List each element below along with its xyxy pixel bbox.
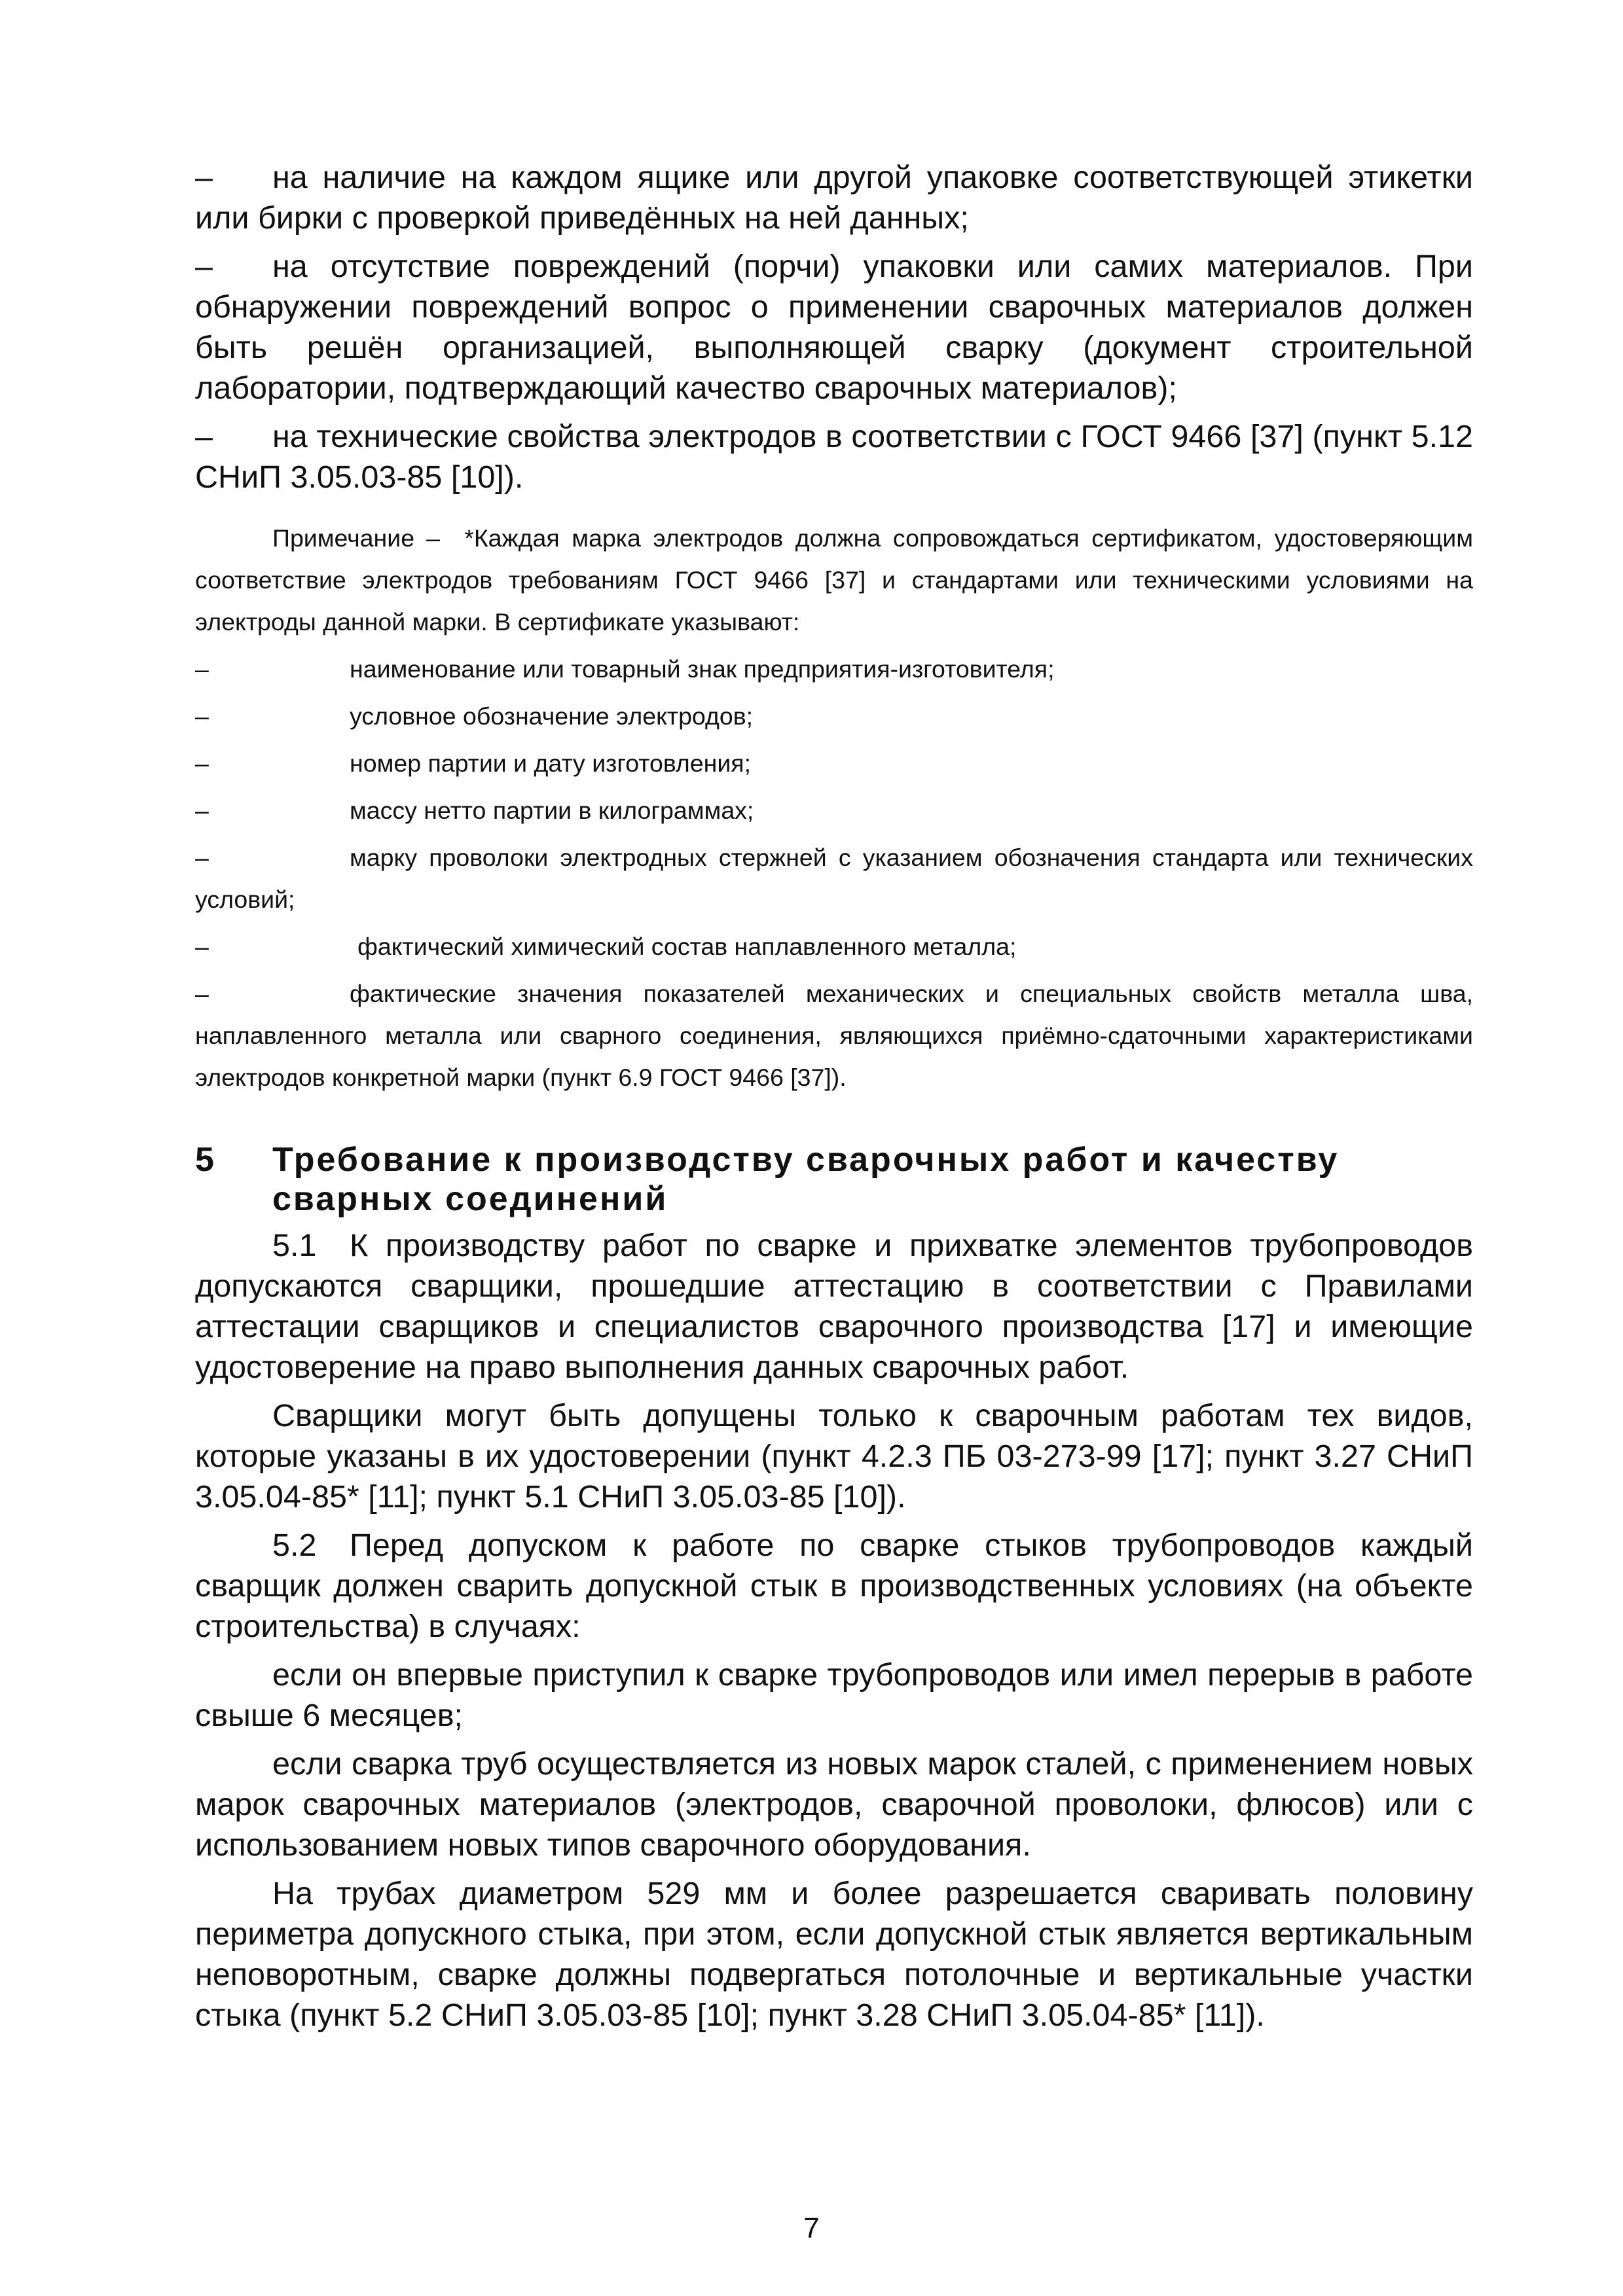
paragraph-5-2 xyxy=(195,1525,1473,1647)
note-item-text: фактические значения показателей механических и специальных свойств металла шва, наплавленного металла или сварного соединения, являющихся приёмно-сдаточными характеристиками электродов конкретной марки (пункт 6.9 ГОСТ 9466 [37]). xyxy=(195,980,1473,1091)
note-list-item xyxy=(195,648,1473,690)
document-page xyxy=(195,157,1473,2043)
list-item xyxy=(195,416,1473,497)
note-list-item xyxy=(195,925,1473,967)
dash-marker: – xyxy=(195,655,209,683)
note-item-text: номер партии и дату изготовления; xyxy=(350,749,752,777)
list-item-text: на отсутствие повреждений (порчи) упаковки или самих материалов. При обнаружении повреждений вопрос о применении сварочных материалов должен быть решён организацией, выполняющей сварку (документ строительной лаборатории, подтверждающий качество сварочных материалов); xyxy=(195,249,1473,406)
list-item xyxy=(195,157,1473,238)
note-list-item xyxy=(195,973,1473,1098)
paragraph-text: Перед допуском к работе по сварке стыков трубопроводов каждый сварщик должен сварить допускной стык в производственных условиях (на объекте строительства) в случаях: xyxy=(195,1528,1473,1644)
dash-marker: – xyxy=(195,160,213,195)
dash-marker: – xyxy=(195,980,209,1007)
dash-marker: – xyxy=(195,419,213,454)
paragraph-number: 5.2 xyxy=(272,1528,317,1563)
note-item-text: марку проволоки электродных стержней с указанием обозначения стандарта или технических условий; xyxy=(195,844,1473,913)
dash-marker: – xyxy=(195,844,209,871)
note-list-item xyxy=(195,789,1473,831)
note-item-text: условное обозначение электродов; xyxy=(350,702,754,730)
dash-marker: – xyxy=(195,933,209,960)
list-item-text: на технические свойства электродов в соответствии с ГОСТ 9466 [37] (пункт 5.12 СНиП 3.05.03-85 [10]). xyxy=(195,419,1473,495)
note-paragraph xyxy=(195,517,1473,643)
dash-marker: – xyxy=(195,749,209,777)
note-text: *Каждая марка электродов должна сопровождаться сертификатом, удостоверяющим соответствие электродов требованиям ГОСТ 9466 [37] и стандартами или техническими условиями на электроды данной марки. В сертификате указывают: xyxy=(195,524,1473,636)
paragraph-5-1 xyxy=(195,1225,1473,1388)
paragraph-case-2: если сварка труб осуществляется из новых марок сталей, с применением новых марок сварочных материалов (электродов, сварочной проволоки, флюсов) или с использованием новых типов сварочного оборудования. xyxy=(195,1746,1473,1863)
dash-marker: – xyxy=(195,249,213,284)
section-number: 5 xyxy=(195,1141,214,1179)
note-lead: Примечание xyxy=(272,524,415,552)
note-list-item xyxy=(195,695,1473,737)
note-list-item xyxy=(195,836,1473,920)
dash-marker: – xyxy=(195,797,209,824)
list-item-text: на наличие на каждом ящике или другой упаковке соответствующей этикетки или бирки с проверкой приведённых на ней данных; xyxy=(195,160,1473,236)
paragraph-case-1: если он впервые приступил к сварке трубопроводов или имел перерыв в работе свыше 6 месяцев; xyxy=(195,1657,1473,1733)
list-item xyxy=(195,246,1473,408)
paragraph-welders: Сварщики могут быть допущены только к сварочным работам тех видов, которые указаны в их удостоверении (пункт 4.2.3 ПБ 03-273-99 [17]; пункт 3.27 СНиП 3.05.04-85* [11]; пункт 5.1 СНиП 3.05.03-85 [10]). xyxy=(195,1398,1473,1515)
note-item-text: массу нетто партии в килограммах; xyxy=(350,797,754,824)
note-item-text: наименование или товарный знак предприятия-изготовителя; xyxy=(350,655,1055,683)
page-number: 7 xyxy=(803,2212,820,2244)
paragraph-pipes: На трубах диаметром 529 мм и более разрешается сваривать половину периметра допускного стыка, при этом, если допускной стык является вертикальным неповоротным, сварке должны подвергаться потолочные и вертикальные участки стыка (пункт 5.2 СНиП 3.05.03-85 [10]; пункт 3.28 СНиП 3.05.04-85* [11]). xyxy=(195,1876,1473,2033)
note-item-text: фактический химический состав наплавленного металла; xyxy=(357,933,1017,960)
section-title: Требование к производству сварочных работ и качеству сварных соединений xyxy=(272,1141,1340,1218)
paragraph-number: 5.1 xyxy=(272,1228,317,1263)
section-heading xyxy=(195,1140,1473,1219)
dash-marker: – xyxy=(195,702,209,730)
paragraph-text: К производству работ по сварке и прихватке элементов трубопроводов допускаются сварщики, прошедшие аттестацию в соответствии с Правилами аттестации сварщиков и специалистов сварочного производства [17] и имеющие удостоверение на право выполнения данных сварочных работ. xyxy=(195,1228,1473,1385)
note-list-item xyxy=(195,742,1473,784)
note-dash: – xyxy=(426,524,440,552)
